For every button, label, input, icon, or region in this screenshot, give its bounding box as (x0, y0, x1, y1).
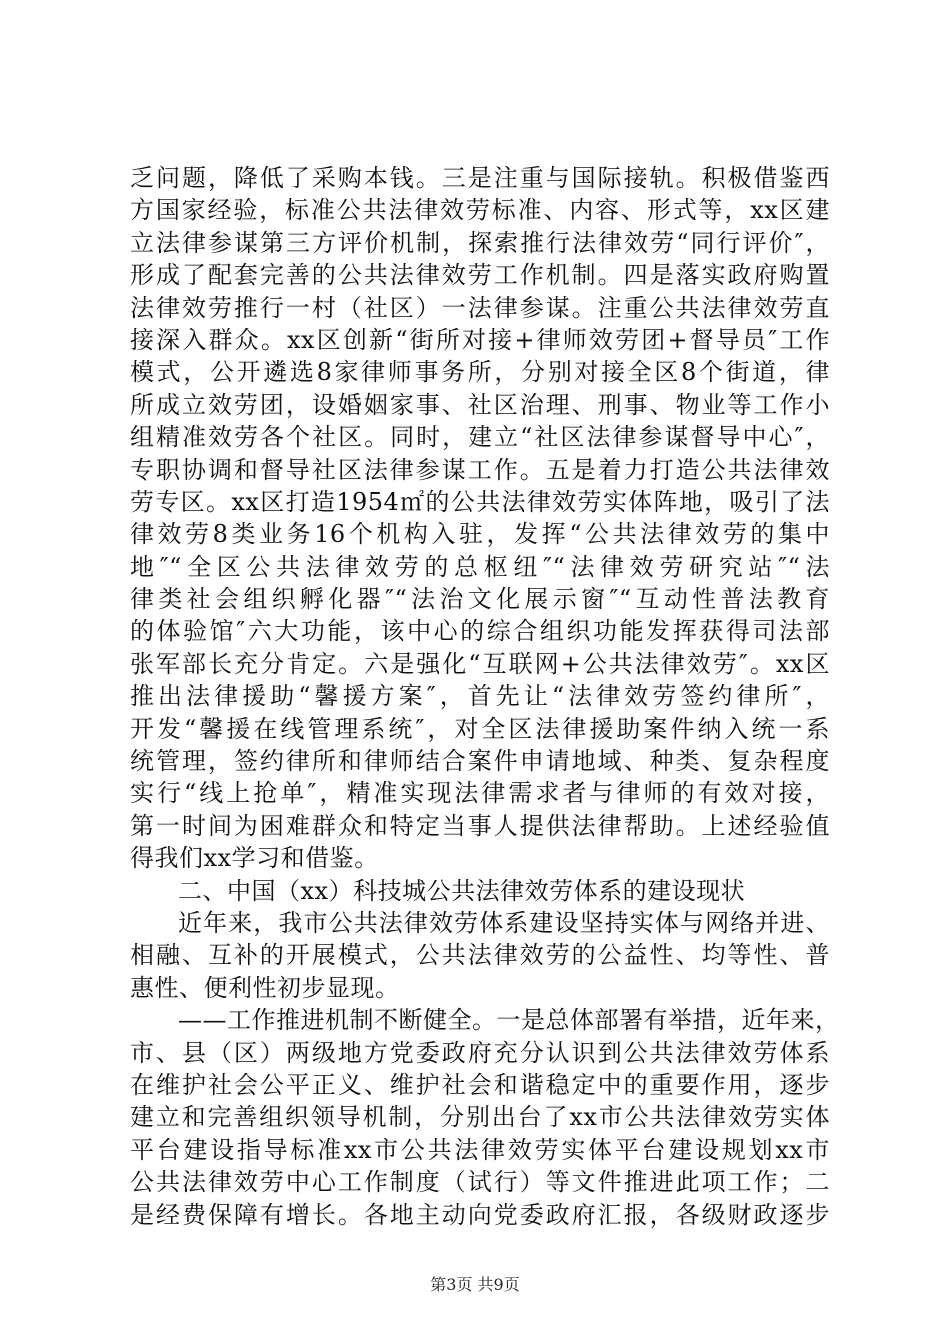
text-line: 模式，公开遴选8家律师事务所，分别对接全区8个街道，律 (130, 358, 830, 387)
text-line: 律效劳8类业务16个机构入驻，发挥“公共法律效劳的集中 (130, 520, 830, 549)
text-line: 建立和完善组织领导机制，分别出台了xx市公共法律效劳实体 (130, 1103, 830, 1132)
text-line: 实行“线上抢单″，精准实现法律需求者与律师的有效对接， (130, 779, 830, 808)
text-line: 相融、互补的开展模式，公共法律效劳的公益性、均等性、普 (130, 941, 830, 970)
text-line: 的体验馆″六大功能，该中心的综合组织功能发挥获得司法部 (130, 617, 830, 646)
text-line: 统管理，签约律所和律师结合案件申请地域、种类、复杂程度 (130, 747, 830, 776)
text-line: 开发“馨援在线管理系统″，对全区法律援助案件纳入统一系 (130, 714, 830, 743)
body-text (130, 162, 840, 1231)
paragraph-end-line: 惠性、便利性初步显现。 (130, 973, 400, 1002)
paragraph-end-line: 得我们xx学习和借鉴。 (130, 844, 379, 873)
paragraph-first-line: 近年来，我市公共法律效劳体系建设坚持实体与网络并进、 (178, 908, 830, 937)
text-line: 平台建设指导标准xx市公共法律效劳实体平台建设规划xx市 (130, 1135, 830, 1164)
text-line: 形成了配套完善的公共法律效劳工作机制。四是落实政府购置 (130, 261, 830, 290)
text-line: 公共法律效劳中心工作制度（试行）等文件推进此项工作；二 (130, 1168, 830, 1197)
text-line: 接深入群众。xx区创新“街所对接+律师效劳团+督导员″工作 (130, 325, 830, 354)
text-line: 乏问题，降低了采购本钱。三是注重与国际接轨。积极借鉴西 (130, 164, 830, 192)
text-line: 市、县（区）两级地方党委政府充分认识到公共法律效劳体系 (130, 1038, 830, 1067)
text-line: 劳专区。xx区打造1954㎡的公共法律效劳实体阵地，吸引了法 (130, 487, 830, 516)
text-line: 律类社会组织孵化器″“法治文化展示窗″“互动性普法教育 (130, 585, 830, 614)
text-line: 在维护社会公平正义、维护社会和谐稳定中的重要作用，逐步 (130, 1070, 830, 1099)
text-line: 所成立效劳团，设婚姻家事、社区治理、刑事、物业等工作小 (130, 390, 830, 419)
text-line: 专职协调和督导社区法律参谋工作。五是着力打造公共法律效 (130, 455, 830, 484)
text-line: 法律效劳推行一村（社区）一法律参谋。注重公共法律效劳直 (130, 293, 830, 322)
text-line: 立法律参谋第三方评价机制，探索推行法律效劳“同行评价″， (130, 228, 830, 257)
text-line: 是经费保障有增长。各地主动向党委政府汇报，各级财政逐步 (130, 1200, 830, 1229)
text-line: 第一时间为困难群众和特定当事人提供法律帮助。上述经验值 (130, 811, 830, 840)
text-line: 张军部长充分肯定。六是强化“互联网+公共法律效劳″。xx区 (130, 649, 830, 678)
paragraph-first-line: ——工作推进机制不断健全。一是总体部署有举措，近年来， (178, 1006, 840, 1035)
text-line: 地″“全区公共法律效劳的总枢纽″“法律效劳研究站″“法 (130, 552, 830, 581)
page-number-footer: 第3页 共9页 (430, 1275, 520, 1294)
text-line: 组精准效劳各个社区。同时，建立“社区法律参谋督导中心″， (130, 423, 830, 452)
text-line: 推出法律援助“馨援方案″，首先让“法律效劳签约律所″， (130, 682, 830, 711)
text-line: 方国家经验，标准公共法律效劳标准、内容、形式等，xx区建 (130, 196, 830, 225)
section-heading: 二、中国（xx）科技城公共法律效劳体系的建设现状 (178, 876, 746, 905)
